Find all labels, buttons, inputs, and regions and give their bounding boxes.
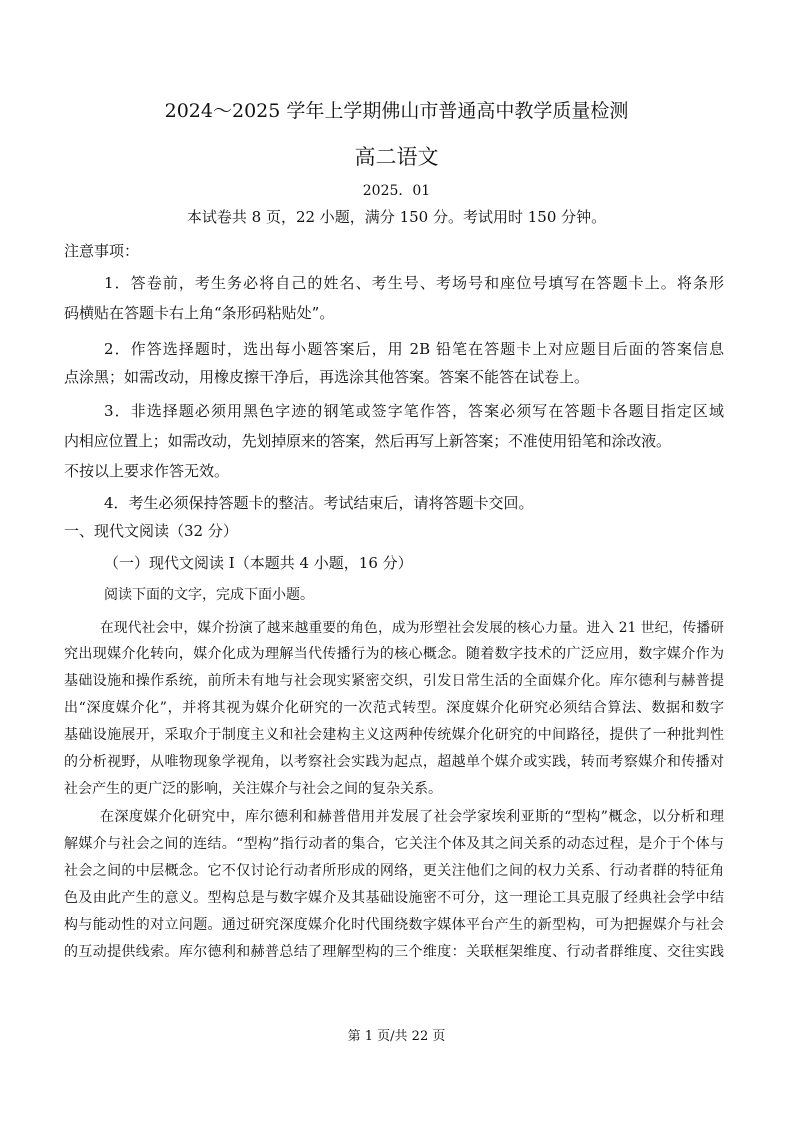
notice-line: 不按以上要求作答无效。	[64, 462, 230, 480]
passage-line: 构与能动性的对立问题。通过研究深度媒介化时代围绕数字媒体平台产生的新型构，可为把握媒介与社会	[64, 917, 724, 933]
notice-line: 1．答卷前，考生务必将自己的姓名、考生号、考场号和座位号填写在答题卡上。将条形	[104, 274, 724, 292]
section-subheading: （一）现代文阅读 I（本题共 4 小题，16 分）	[104, 554, 413, 572]
passage-line: 出“深度媒介化”，并将其视为媒介化研究的一次范式转型。深度媒介化研究必须结合算法、数据和数字	[64, 700, 724, 716]
notice-line: 2．作答选择题时，选出每小题答案后，用 2B 铅笔在答题卡上对应题目后面的答案信息	[104, 340, 724, 358]
notice-line: 4．考生必须保持答题卡的整洁。考试结束后，请将答题卡交回。	[104, 494, 534, 512]
subject-title: 高二语文	[354, 145, 439, 169]
passage-line: 基础设施和操作系统，前所未有地与社会现实紧密交织，引发日常生活的全面媒介化。库尔德利与赫普提	[64, 673, 724, 689]
notice-line: 3．非选择题必须用黑色字迹的钢笔或签字笔作答，答案必须写在答题卡各题目指定区域	[104, 402, 724, 420]
passage-line: 基础设施展开，采取介于制度主义和社会建构主义这两种传统媒介化研究的中间路径，提供了一种批判性	[64, 727, 724, 743]
notice-heading: 注意事项：	[64, 242, 140, 260]
passage-line: 在现代社会中，媒介扮演了越来越重要的角色，成为形塑社会发展的核心力量。进入 21 世纪，传播研	[100, 620, 724, 636]
passage-line: 究出现媒介化转向，媒介化成为理解当代传播行为的核心概念。随着数字技术的广泛应用，数字媒介作为	[64, 646, 724, 662]
exam-info: 本试卷共 8 页，22 小题，满分 150 分。考试用时 150 分钟。	[186, 208, 607, 226]
passage-line: 社会产生的更广泛的影响，关注媒介与社会之间的复杂关系。	[64, 781, 442, 797]
passage-line: 社会之间的中层概念。它不仅讨论行动者所形成的网络，更关注他们之间的权力关系、行动者群的特征角	[64, 863, 724, 879]
passage-line: 在深度媒介化研究中，库尔德利和赫普借用并发展了社会学家埃利亚斯的“型构”概念，以分析和理	[100, 809, 724, 825]
passage-line: 色及由此产生的意义。型构总是与数字媒介及其基础设施密不可分，这一理论工具克服了经典社会学中结	[64, 890, 724, 906]
section-heading: 一、现代文阅读（32 分）	[64, 522, 238, 540]
passage-line: 的分析视野，从唯物现象学视角，以考察社会实践为起点，超越单个媒介或实践，转而考察媒介和传播对	[64, 754, 724, 770]
notice-line: 点涂黑；如需改动，用橡皮擦干净后，再选涂其他答案。答案不能答在试卷上。	[64, 368, 590, 386]
reading-instruction: 阅读下面的文字，完成下面小题。	[104, 587, 314, 603]
notice-line: 码横贴在答题卡右上角“条形码粘贴处”。	[64, 304, 335, 322]
exam-date: 2025．01	[362, 183, 431, 199]
passage-line: 的互动提供线索。库尔德利和赫普总结了理解型构的三个维度：关联框架维度、行动者群维度、交往实践	[64, 944, 724, 960]
notice-line: 内相应位置上；如需改动，先划掉原来的答案，然后再写上新答案；不准使用铅笔和涂改液。	[64, 432, 671, 450]
page-number: 第 1 页/共 22 页	[347, 1029, 446, 1044]
exam-title: 2024～2025 学年上学期佛山市普通高中教学质量检测	[164, 100, 629, 122]
passage-line: 解媒介与社会之间的连结。“型构”指行动者的集合，它关注个体及其之间关系的动态过程，是介于个体与	[64, 836, 724, 852]
